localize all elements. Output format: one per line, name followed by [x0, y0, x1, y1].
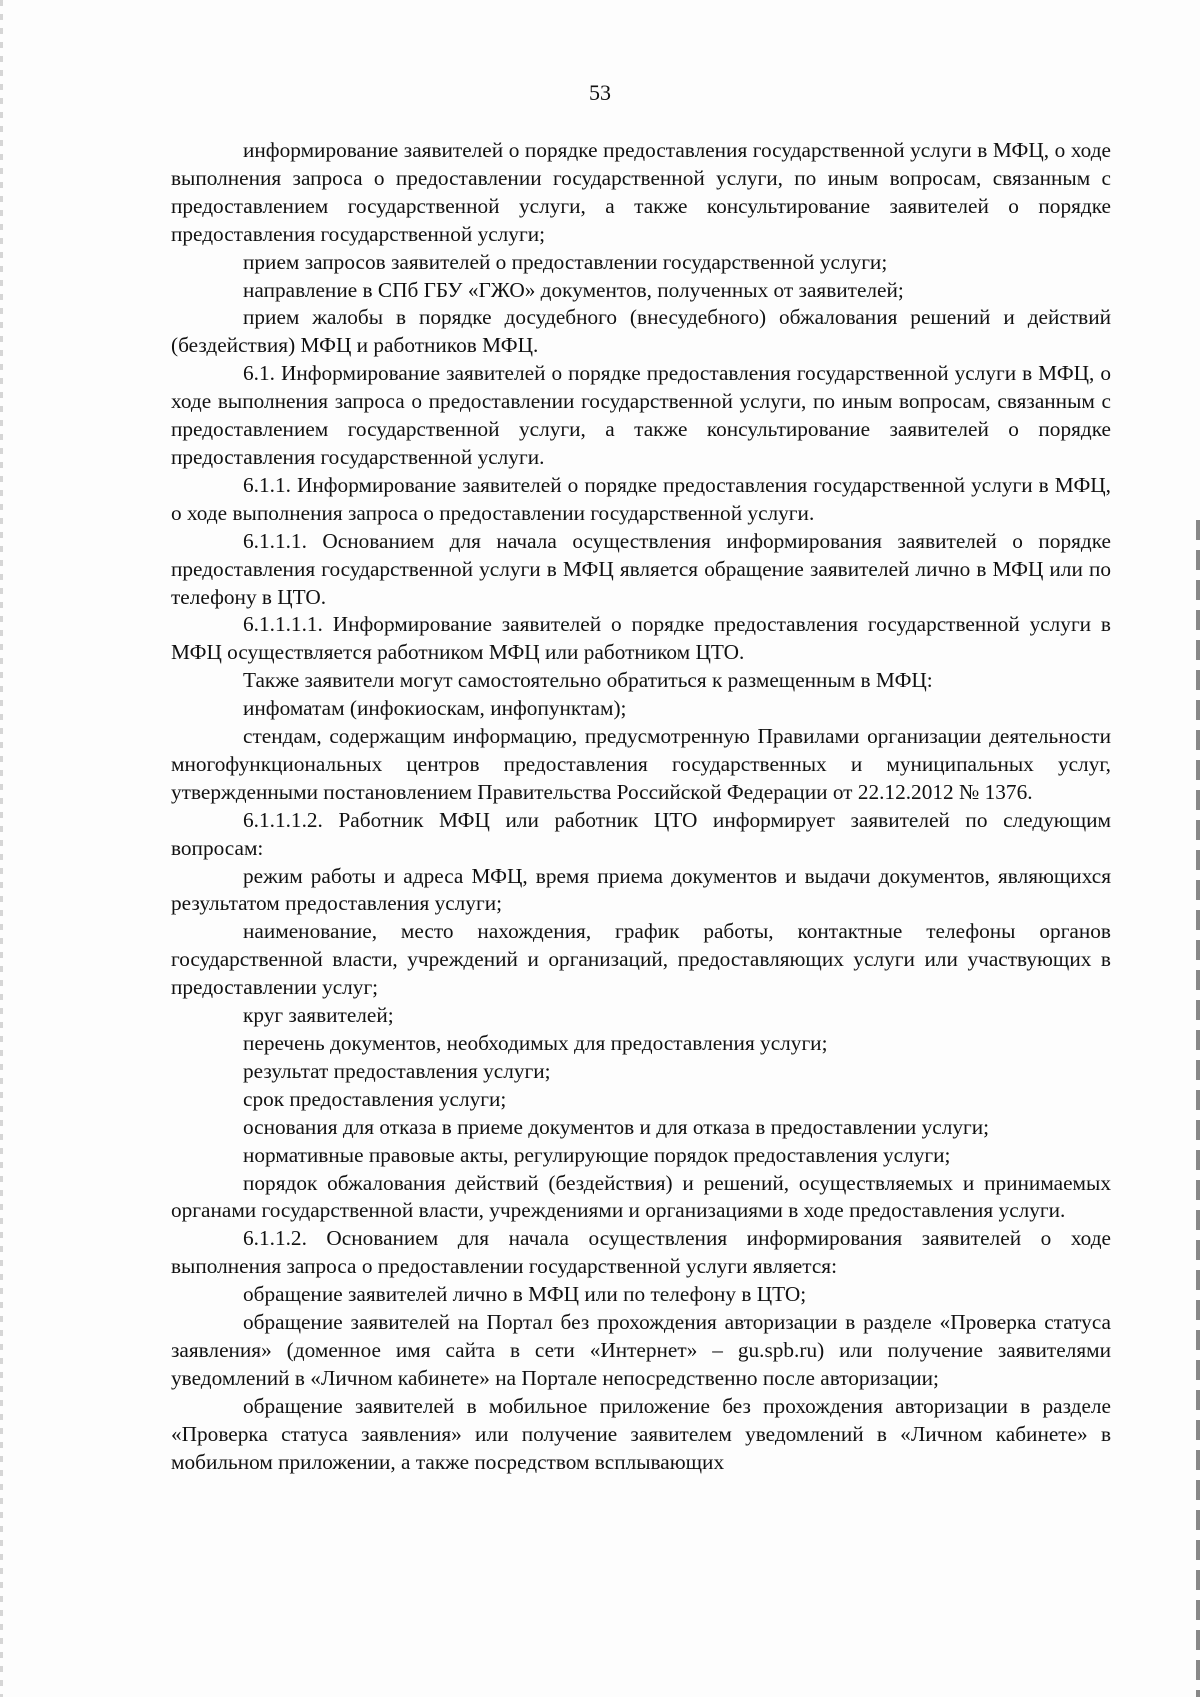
scan-edge-right [1196, 520, 1200, 1697]
paragraph: режим работы и адреса МФЦ, время приема документов и выдачи документов, являющихся результатом предоставления услуги; [171, 863, 1111, 916]
paragraph: Также заявители могут самостоятельно обратиться к размещенным в МФЦ: [243, 668, 933, 693]
page-number: 53 [589, 80, 611, 105]
paragraph: 6.1.1. Информирование заявителей о порядке предоставления государственной услуги в МФЦ, о ходе выполнения запроса о предоставлении государственной услуги. [171, 472, 1111, 525]
paragraph: круг заявителей; [243, 1003, 394, 1028]
paragraph: срок предоставления услуги; [243, 1086, 507, 1111]
paragraph: основания для отказа в приеме документов и для отказа в предоставлении услуги; [243, 1114, 990, 1139]
paragraph: обращение заявителей на Портал без прохождения авторизации в разделе «Проверка статуса заявления» (доменное имя сайта в сети «Интернет» – gu.spb.ru) или получение заявителями уведомлений в «Личном кабинете» на Портале непосредственно после авторизации; [171, 1310, 1111, 1390]
body-text [171, 137, 1111, 1477]
scan-edge-left [0, 0, 3, 1697]
paragraph: обращение заявителей лично в МФЦ или по телефону в ЦТО; [243, 1282, 807, 1307]
paragraph: 6.1. Информирование заявителей о порядке предоставления государственной услуги в МФЦ, о ходе выполнения запроса о предоставлении государственной услуги, по иным вопросам, связанным с предоставлением государственной услуги, а также консультирование заявителей о порядке предоставления государственной услуги. [171, 361, 1111, 469]
paragraph: нормативные правовые акты, регулирующие порядок предоставления услуги; [243, 1142, 951, 1167]
paragraph: инфоматам (инфокиоскам, инфопунктам); [243, 696, 627, 721]
paragraph: наименование, место нахождения, график работы, контактные телефоны органов государственной власти, учреждений и организаций, предоставляющих услуги или участвующих в предоставлении услуг; [171, 919, 1111, 1000]
paragraph: 6.1.1.1.1. Информирование заявителей о порядке предоставления государственной услуги в МФЦ осуществляется работником МФЦ или работником ЦТО. [171, 612, 1111, 665]
paragraph: направление в СПб ГБУ «ГЖО» документов, полученных от заявителей; [243, 277, 904, 302]
paragraph: 6.1.1.1.2. Работник МФЦ или работник ЦТО информирует заявителей по следующим вопросам: [171, 807, 1111, 860]
paragraph: стендам, содержащим информацию, предусмотренную Правилами организации деятельности многофункциональных центров предоставления государственных и муниципальных услуг, утвержденными постановлением Правительства Российской Федерации от 22.12.2012 № 1376. [171, 724, 1111, 804]
paragraph: обращение заявителей в мобильное приложение без прохождения авторизации в разделе «Проверка статуса заявления» или получение заявителем уведомлений в «Личном кабинете» в мобильном приложении, а также посредством всплывающих [171, 1393, 1111, 1474]
paragraph: 6.1.1.1. Основанием для начала осуществления информирования заявителей о порядке предоставления государственной услуги в МФЦ является обращение заявителей лично в МФЦ или по телефону в ЦТО. [171, 528, 1111, 609]
paragraph: 6.1.1.2. Основанием для начала осуществления информирования заявителей о ходе выполнения запроса о предоставлении государственной услуги является: [171, 1226, 1111, 1279]
paragraph: перечень документов, необходимых для предоставления услуги; [243, 1031, 828, 1055]
paragraph: порядок обжалования действий (бездействия) и решений, осуществляемых и принимаемых органами государственной власти, учреждениями и организациями в ходе предоставления услуги. [171, 1170, 1111, 1223]
paragraph: результат предоставления услуги; [243, 1058, 551, 1083]
paragraph: прием жалобы в порядке досудебного (внесудебного) обжалования решений и действий (бездействия) МФЦ и работников МФЦ. [171, 305, 1111, 358]
paragraph: информирование заявителей о порядке предоставления государственной услуги в МФЦ, о ходе выполнения запроса о предоставлении государственной услуги, по иным вопросам, связанным с предоставлением государственной услуги, а также консультирование заявителей о порядке предоставления государственной услуги; [171, 138, 1111, 246]
paragraph: прием запросов заявителей о предоставлении государственной услуги; [243, 249, 888, 274]
